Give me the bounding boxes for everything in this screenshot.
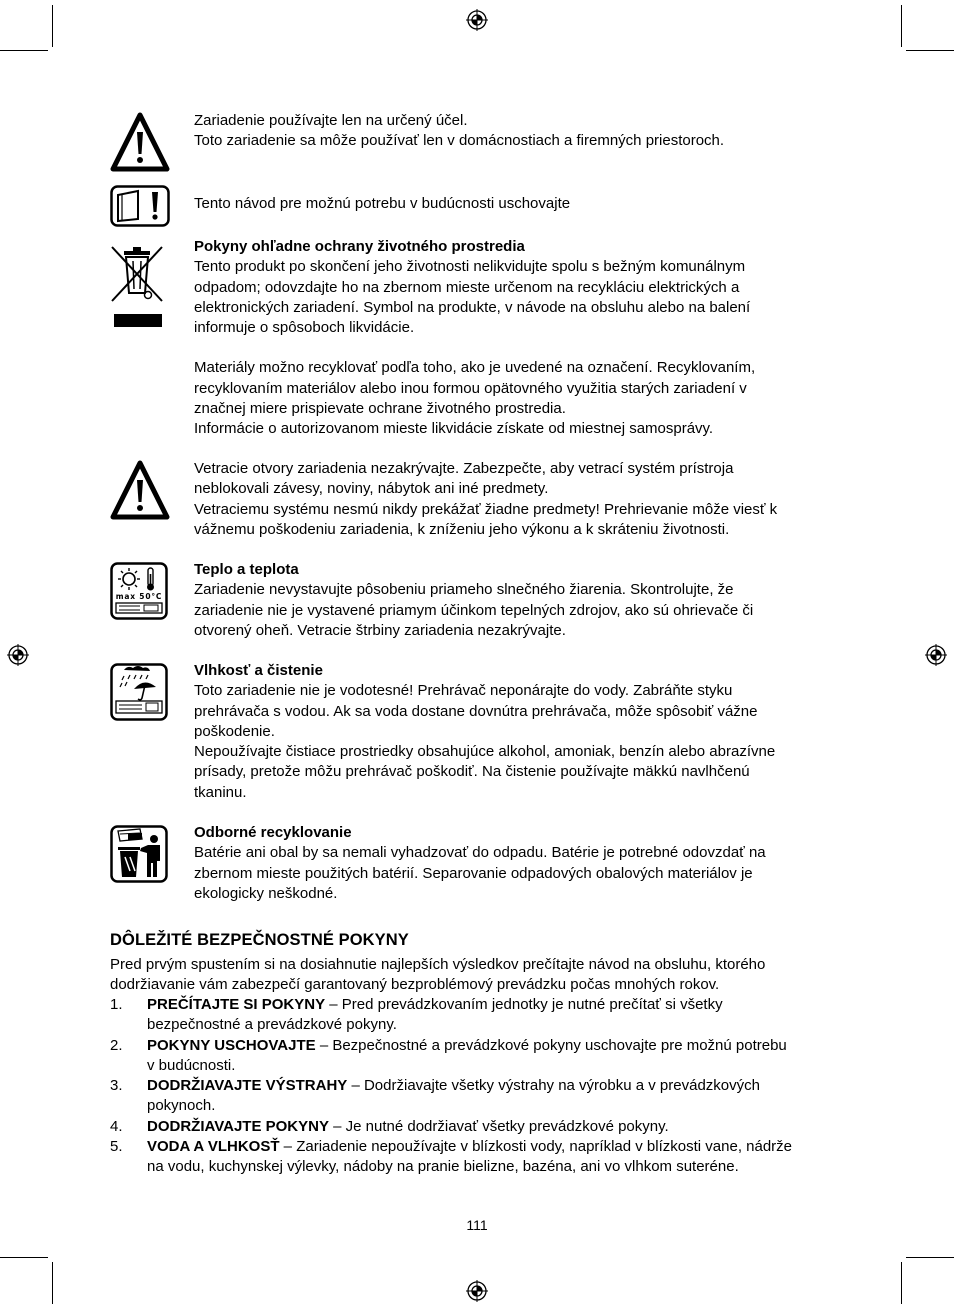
environment-section [194,237,844,440]
crop-mark [52,1262,53,1304]
text-line: prísady, pretože môžu prehrávač poškodiť. Na čistenie používajte mäkkú navlhčenú [194,763,750,781]
item-text: – Je nutné dodržiavať všetky prevádzkové pokyny. [328,1117,669,1135]
text-line: Tento návod pre možnú potrebu v budúcnosti uschovajte [194,195,571,212]
text-line: dodržiavanie vám zabezpečí garantovaný bezproblémový prevádzku počas mnohých rokov. [110,976,720,994]
manual-book-icon [110,185,170,227]
crop-mark [0,1257,48,1258]
warning-triangle-icon [110,460,170,520]
ventilation-warning-text [194,459,844,540]
heat-temperature-icon [110,562,168,620]
text-line: neblokovali závesy, noviny, nábytok ani iné predmety. [194,480,549,498]
text-line: vážnemu poškodeniu zariadenia, k zníženiu jeho výkonu a k skráteniu životnosti. [194,520,730,538]
text-line: Zariadenie nevystavujte pôsobeniu priameho slnečného žiarenia. Skontrolujte, že [194,581,734,599]
list-item [110,1137,850,1178]
text-line: otvorený oheň. Vetracie štrbiny zariadenia nezakrývajte. [194,621,566,639]
recycling-person-icon [110,825,168,883]
text-line: Vetracie otvory zariadenia nezakrývajte. Zabezpečte, aby vetrací systém prístroja [194,460,734,477]
item-title: DODRŽIAVAJTE POKYNY [147,1117,329,1135]
list-item [110,1036,850,1077]
text-line: zbernom mieste použitých batérií. Separovanie odpadových obalových materiálov je [194,864,753,882]
crop-mark [901,1262,902,1304]
list-item [110,995,850,1036]
section-title: Odborné recyklovanie [194,824,352,841]
text-line: elektronických zariadení. Symbol na produkte, v návode na obsluhu alebo na balení [194,298,751,316]
section-title: Teplo a teplota [194,561,299,578]
text-line: poškodenie. [194,722,275,740]
list-item [110,1117,850,1137]
registration-mark-icon [7,644,29,666]
warning-triangle-icon [110,112,170,172]
text-line: odpadom; odovzdajte ho na zbernom mieste určenom na recykláciu elektrických a [194,278,740,296]
list-number: 5. [110,1138,123,1156]
text-line: Nepoužívajte čistiace prostriedky obsahujúce alkohol, amoniak, benzín alebo abrazívne [194,743,776,761]
crop-mark [0,50,48,51]
item-text: – Bezpečnostné a prevádzkové pokyny uschovajte pre možnú potrebu [315,1036,787,1054]
crop-mark [906,1257,954,1258]
crop-mark [906,50,954,51]
safety-intro [110,955,850,996]
item-title: PREČÍTAJTE SI POKYNY [147,996,326,1013]
text-line: Zariadenie používajte len na určený účel. [194,112,468,129]
crop-mark [52,5,53,47]
item-text-cont: na vodu, kuchynskej výlevky, nádoby na pranie bielizne, bazéna, ani vo vlhkom suteréne. [147,1158,739,1176]
crop-mark [901,5,902,47]
list-number: 3. [110,1077,123,1095]
safety-heading: DÔLEŽITÉ BEZPEČNOSTNÉ POKYNY [110,931,409,949]
registration-mark-icon [925,644,947,666]
text-line: Informácie o autorizovanom mieste likvidácie získate od miestnej samosprávy. [194,420,714,438]
text-line: recyklovaním materiálov alebo inou formou opätovného využitia starých zariadení v [194,379,747,397]
text-line: značnej miere prispievate ochrane životného prostredia. [194,400,566,418]
item-text-cont: pokynoch. [147,1097,216,1115]
item-text: – Pred prevádzkovaním jednotky je nutné prečítať si všetky [325,996,723,1013]
crossed-bin-icon [110,243,166,329]
heat-section [194,560,844,641]
text-line: Toto zariadenie nie je vodotesné! Prehrávač neponárajte do vody. Zabráňte styku [194,682,733,700]
text-line: Pred prvým spustením si na dosiahnutie najlepších výsledkov prečítajte návod na obsluhu, ktorého [110,956,766,973]
text-line: informuje o spôsoboch likvidácie. [194,319,415,337]
item-text-cont: bezpečnostné a prevádzkové pokyny. [147,1016,397,1034]
icon-label: max 50°C [115,592,163,601]
rain-umbrella-icon [110,663,168,721]
item-text: – Dodržiavajte všetky výstrahy na výrobku a v prevádzkových [347,1077,760,1095]
text-line: Vetraciemu systému nesmú nikdy prekážať žiadne predmety! Prehrievanie môže viesť k [194,500,778,518]
item-text-cont: v budúcnosti. [147,1056,236,1074]
text-line: Tento produkt po skončení jeho životnosti nelikvidujte spolu s bežným komunálnym [194,258,746,276]
item-title: DODRŽIAVAJTE VÝSTRAHY [147,1077,348,1095]
page-number: 111 [466,1217,488,1233]
manual-keep-text [194,194,844,214]
list-item [110,1076,850,1117]
registration-mark-icon [466,1280,488,1302]
text-line: tkaninu. [194,783,247,801]
list-number: 1. [110,996,123,1013]
registration-mark-icon [466,9,488,31]
text-line: ekologicky neškodné. [194,884,338,902]
text-line: Toto zariadenie sa môže používať len v domácnostiach a firemných priestoroch. [194,132,725,150]
list-number: 4. [110,1117,123,1135]
usage-warning-text [194,111,844,152]
item-title: POKYNY USCHOVAJTE [147,1036,316,1054]
item-title: VODA A VLHKOSŤ [147,1138,280,1156]
section-title: Pokyny ohľadne ochrany životného prostredia [194,238,525,255]
moisture-section [194,661,844,803]
list-number: 2. [110,1036,123,1054]
section-title: Vlhkosť a čistenie [194,662,323,679]
text-line: prehrávača s vodou. Ak sa voda dostane dovnútra prehrávača, môže spôsobiť vážne [194,702,758,720]
safety-list [110,995,850,1178]
text-line: zariadenie nie je vystavené priamym účinkom tepelných zdrojov, ako sú ohrievače či [194,601,754,619]
recycling-section [194,823,844,904]
text-line: Materiály možno recyklovať podľa toho, ako je uvedené na označení. Recyklovaním, [194,359,756,377]
item-text: – Zariadenie nepoužívajte v blízkosti vody, napríklad v blízkosti vane, nádrže [279,1138,793,1156]
text-line: Batérie ani obal by sa nemali vyhadzovať do odpadu. Batérie je potrebné odovzdať na [194,844,766,862]
